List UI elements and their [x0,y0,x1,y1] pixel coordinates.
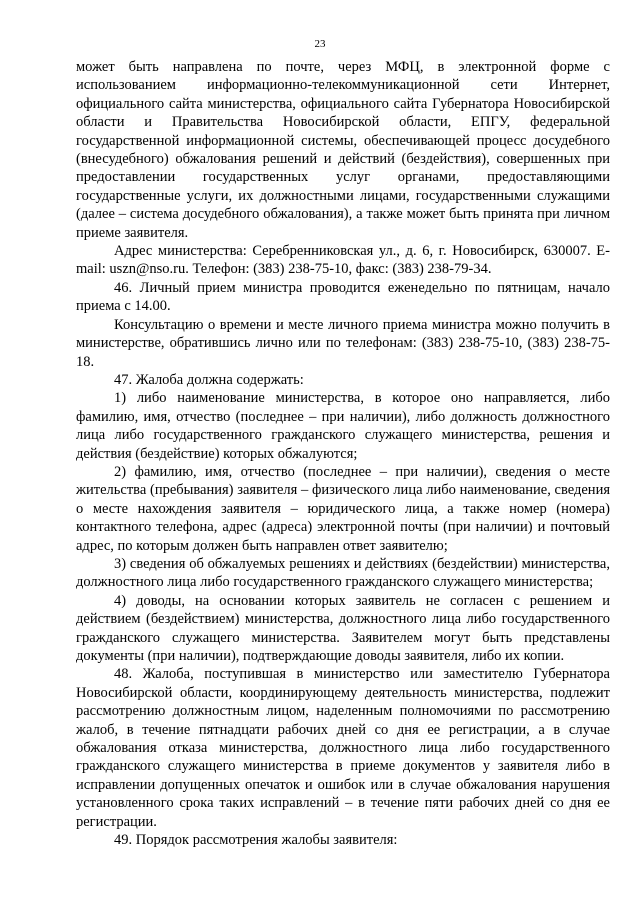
paragraph: может быть направлена по почте, через МФЦ, в электронной форме с использованием информационно-телекоммуникационной сети Интернет, официального сайта министерства, официального сайта Губернатора Новосибирской области и Правительства Новосибирской области, ЕПГУ, федеральной государственной информационной системы, обеспечивающей процесс досудебного (внесудебного) обжалования решений и действий (бездействия), совершенных при предоставлении государственных услуг органами, предоставляющими государственные услуги, их должностными лицами, государственными служащими (далее – система досудебного обжалования), а также может быть принята при личном приеме заявителя. [76,59,610,241]
paragraph: 4) доводы, на основании которых заявитель не согласен с решением и действием (бездействием) министерства, должностного лица либо государственного гражданского служащего министерства. Заявителем могут быть представлены документы (при наличии), подтверждающие доводы заявителя, либо их копии. [76,592,610,664]
paragraph: 2) фамилию, имя, отчество (последнее – при наличии), сведения о месте жительства (пребывания) заявителя – физического лица либо наименование, сведения о месте нахождения заявителя – юридического лица, а также номер (номера) контактного телефона, адрес (адреса) электронной почты (при наличии) и почтовый адрес, по которым должен быть направлен ответ заявителю; [76,463,610,554]
paragraph: Консультацию о времени и месте личного приема министра можно получить в министерстве, обратившись лично или по телефонам: (383) 238-75-10, (383) 238-75-18. [76,316,610,370]
paragraph: 1) либо наименование министерства, в которое оно направляется, либо фамилию, имя, отчество (последнее – при наличии), либо должность должностного лица либо государственного гражданского служащего министерства, решения и действия (бездействие) которых обжалуются; [76,390,610,462]
paragraph: 47. Жалоба должна содержать: [114,371,304,388]
paragraph: 48. Жалоба, поступившая в министерство или заместителю Губернатора Новосибирской области, координирующему деятельность министерства, подлежит рассмотрению должностным лицом, наделенным полномочиями по рассмотрению жалоб, в течение пятнадцати рабочих дней со дня ее регистрации, а в случае обжалования отказа министерства, должностного лица либо государственного гражданского служащего министерства в приеме документов у заявителя либо в исправлении допущенных опечаток и ошибок или в случае обжалования нарушения установленного срока таких исправлений – в течение пяти рабочих дней со дня ее регистрации. [76,666,610,830]
paragraph: 46. Личный прием министра проводится еженедельно по пятницам, начало приема с 14.00. [76,279,610,315]
paragraph: Адрес министерства: Серебренниковская ул., д. 6, г. Новосибирск, 630007. E-mail: uszn@nso.ru. Телефон: (383) 238-75-10, факс: (383) 238-79-34. [76,243,610,278]
document-body [76,58,610,849]
paragraph: 3) сведения об обжалуемых решениях и действиях (бездействии) министерства, должностного лица либо государственного гражданского служащего министерства; [76,555,610,591]
paragraph: 49. Порядок рассмотрения жалобы заявителя: [114,832,398,849]
page-number: 23 [314,38,326,50]
